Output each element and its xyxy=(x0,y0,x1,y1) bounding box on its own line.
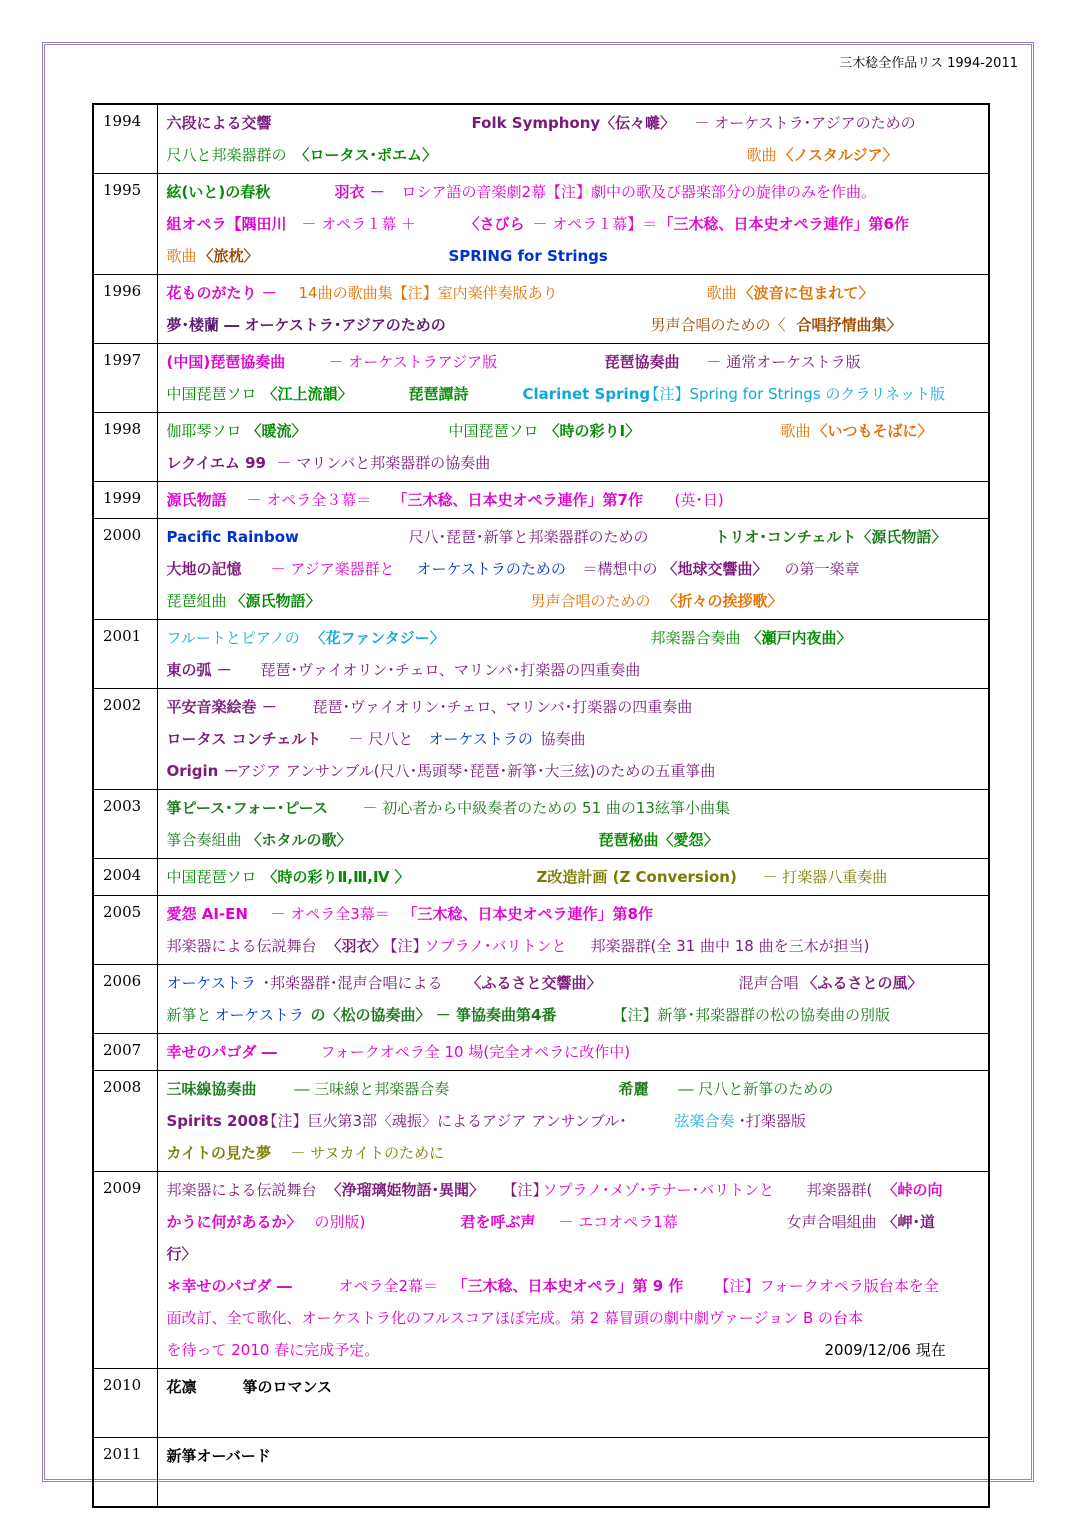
work-text: 琵琶秘曲〈愛怨〉 xyxy=(598,831,719,849)
work-line xyxy=(167,1403,989,1435)
work-text: － オーケストラアジア版 xyxy=(328,353,498,371)
work-text: 幸せのパゴダ ― xyxy=(166,1043,277,1061)
table-row xyxy=(93,1369,989,1438)
work-text: 源氏物語 xyxy=(166,491,227,509)
table-row xyxy=(93,275,989,344)
work-text: 〈花ファンタジー〉 xyxy=(310,629,445,647)
work-text: 尺八･琵琶･新箏と邦楽器群のための xyxy=(408,528,649,546)
work-text: 琵琶組曲 xyxy=(166,592,227,610)
work-line xyxy=(167,723,989,755)
work-text: 「三木稔、日本史オペラ」第 9 作 xyxy=(452,1277,684,1295)
work-text: － オーケストラ･アジアのための xyxy=(694,114,916,132)
work-text: (中国)琵琶協奏曲 xyxy=(166,353,286,371)
work-line xyxy=(167,1036,989,1068)
work-text: フォークオペラ全 10 場(完全オペラに改作中) xyxy=(320,1043,631,1061)
table-row xyxy=(93,790,989,859)
work-text: 君を呼ぶ声 xyxy=(460,1213,536,1231)
work-line xyxy=(167,861,989,893)
work-text: 女声合唱組曲 xyxy=(786,1213,877,1231)
work-text: 夢･楼蘭 ― オーケストラ･アジアのための xyxy=(166,316,446,334)
year-cell: 1997 xyxy=(93,344,157,413)
year-cell: 2000 xyxy=(93,519,157,620)
work-text: ＝構想中の xyxy=(582,560,658,578)
work-line xyxy=(167,107,989,139)
work-text: Pacific Rainbow xyxy=(166,528,299,546)
work-text: 〈暖流〉 xyxy=(246,422,307,440)
work-text: 協奏曲 xyxy=(540,730,586,748)
work-text: オーケストラのための xyxy=(416,560,566,578)
works-cell xyxy=(157,413,989,482)
work-text: レクイエム 99 xyxy=(166,454,266,472)
work-line xyxy=(167,585,989,617)
work-text: 【注】フォークオペラ版台本を全 xyxy=(714,1277,939,1295)
work-text: － エコオペラ1幕 xyxy=(558,1213,678,1231)
work-text: 〈旅枕〉 xyxy=(198,247,259,265)
work-line xyxy=(167,1270,989,1302)
work-line xyxy=(167,967,989,999)
work-text: 〈ロータス･ポエム〉 xyxy=(294,146,438,164)
work-text: 邦楽器による伝説舞台 xyxy=(166,1181,317,1199)
work-text: 邦楽器群( xyxy=(806,1181,873,1199)
work-text: 歌曲 xyxy=(166,247,197,265)
work-text: 【注】巨火第3部〈魂振〉によるアジア アンサンブル･ xyxy=(262,1112,627,1130)
work-text: Z改造計画 (Z Conversion) xyxy=(536,868,737,886)
work-text: 「三木稔、日本史オペラ連作」第8作 xyxy=(402,905,653,923)
work-text: 組オペラ【隅田川 xyxy=(166,215,287,233)
work-text: － サヌカイトのために xyxy=(290,1144,445,1162)
year-cell: 2001 xyxy=(93,620,157,689)
year-cell: 1995 xyxy=(93,174,157,275)
work-text: 中国琵琶ソロ xyxy=(448,422,539,440)
work-line xyxy=(167,1137,989,1169)
work-text: Clarinet Spring xyxy=(522,385,651,403)
work-text: 中国琵琶ソロ xyxy=(166,868,257,886)
works-cell xyxy=(157,1369,989,1438)
work-line xyxy=(167,824,989,856)
works-cell xyxy=(157,1071,989,1172)
works-cell xyxy=(157,859,989,896)
work-text: の第一楽章 xyxy=(784,560,860,578)
work-text: ソプラノ･バリトンと xyxy=(424,937,567,955)
work-text: 新箏と xyxy=(166,1006,212,1024)
table-row xyxy=(93,344,989,413)
work-text: 新箏オーバード xyxy=(166,1447,271,1465)
work-text: の別版) xyxy=(314,1213,366,1231)
work-text: 〈ふるさと交響曲〉 xyxy=(466,974,602,992)
table-row xyxy=(93,1034,989,1071)
work-text: 歌曲 xyxy=(706,284,737,302)
work-text: 【注】 xyxy=(382,937,428,955)
works-cell xyxy=(157,896,989,965)
works-cell xyxy=(157,1172,989,1369)
works-table xyxy=(92,103,990,1508)
work-text: 歌曲 xyxy=(780,422,811,440)
work-text: 〈峠の向 xyxy=(882,1181,943,1199)
work-text: ＊幸せのパゴダ ― xyxy=(166,1277,292,1295)
table-row xyxy=(93,620,989,689)
work-text: Spirits 2008 xyxy=(166,1112,269,1130)
work-text: オーケストラ xyxy=(214,1006,304,1024)
works-cell xyxy=(157,174,989,275)
table-row xyxy=(93,482,989,519)
work-text: 「三木稔、日本史オペラ連作」第6作 xyxy=(658,215,909,233)
work-text: － オペラ全３幕＝ xyxy=(246,491,372,509)
works-cell xyxy=(157,1034,989,1071)
work-text: (英･日) xyxy=(674,491,724,509)
work-text: ･邦楽器群･混声合唱による xyxy=(262,974,443,992)
work-text: － 初心者から中級奏者のための 51 曲の13絃箏小曲集 xyxy=(362,799,730,817)
year-cell: 2010 xyxy=(93,1369,157,1438)
work-text: 箏ピース･フォー･ピース xyxy=(166,799,329,817)
work-line xyxy=(167,792,989,824)
work-text: 〈さびら xyxy=(464,215,525,233)
work-line xyxy=(167,277,989,309)
table-row xyxy=(93,859,989,896)
year-cell: 2011 xyxy=(93,1438,157,1508)
work-text: 弦楽合奏 xyxy=(674,1112,735,1130)
work-text: かうに何があるか〉 xyxy=(166,1213,302,1231)
work-text: トリオ･コンチェルト〈源氏物語〉 xyxy=(714,528,947,546)
work-text: － 通常オーケストラ版 xyxy=(706,353,861,371)
table-row xyxy=(93,1172,989,1369)
work-text: フルートとピアノの xyxy=(166,629,300,647)
table-row xyxy=(93,689,989,790)
work-text: 〈折々の挨拶歌〉 xyxy=(662,592,783,610)
work-text: 琵琶譚詩 xyxy=(408,385,469,403)
work-text: オペラ全2幕＝ xyxy=(338,1277,439,1295)
work-text: 六段による交響 xyxy=(166,114,272,132)
work-text: 行〉 xyxy=(166,1245,197,1263)
work-line xyxy=(167,346,989,378)
year-cell: 2003 xyxy=(93,790,157,859)
work-text: 〈江上流韻〉 xyxy=(262,385,353,403)
work-text: 絃(いと)の春秋 xyxy=(166,183,271,201)
work-line xyxy=(167,309,989,341)
work-text: ソプラノ･メゾ･テナー･バリトンと xyxy=(542,1181,775,1199)
year-cell: 2007 xyxy=(93,1034,157,1071)
table-row xyxy=(93,1071,989,1172)
works-cell xyxy=(157,689,989,790)
work-text: Folk Symphony〈伝々囃〉 xyxy=(471,114,676,132)
work-text: Origin － xyxy=(166,762,239,780)
works-cell xyxy=(157,519,989,620)
work-line xyxy=(167,521,989,553)
work-text: 〈いつもそばに〉 xyxy=(812,422,933,440)
work-text: 〈岬･道 xyxy=(882,1213,936,1231)
work-text: － マリンバと邦楽器群の協奏曲 xyxy=(276,454,491,472)
work-text: オーケストラ xyxy=(166,974,256,992)
work-text: 14曲の歌曲集【注】室内楽伴奏版あり xyxy=(298,284,558,302)
work-line xyxy=(167,1206,989,1238)
work-line xyxy=(167,484,989,516)
table-row xyxy=(93,896,989,965)
work-line xyxy=(167,415,989,447)
work-text: 希麗 xyxy=(618,1080,649,1098)
work-text: を待って 2010 春に完成予定。 xyxy=(166,1341,380,1359)
year-cell: 1998 xyxy=(93,413,157,482)
works-cell xyxy=(157,104,989,174)
work-text: カイトの見た夢 xyxy=(166,1144,272,1162)
work-line xyxy=(167,1105,989,1137)
work-text: 〈時の彩りⅡ,Ⅲ,Ⅳ 〉 xyxy=(262,868,410,886)
work-text: アジア アンサンブル(尺八･馬頭琴･琵琶･新箏･大三絃)のための五重箏曲 xyxy=(236,762,716,780)
year-cell: 2008 xyxy=(93,1071,157,1172)
work-text: 箏合奏組曲 xyxy=(166,831,242,849)
work-text: 琵琶協奏曲 xyxy=(604,353,680,371)
work-text: 邦楽器による伝説舞台 xyxy=(166,937,317,955)
work-line xyxy=(167,1238,989,1270)
work-text: 〈瀬戸内夜曲〉 xyxy=(746,629,852,647)
work-line xyxy=(167,553,989,585)
work-text: 花ものがたり － xyxy=(166,284,277,302)
work-text: 【注】新箏･邦楽器群の松の協奏曲の別版 xyxy=(612,1006,891,1024)
work-line xyxy=(167,378,989,410)
work-line xyxy=(167,447,989,479)
work-text: 男声合唱のための〈 xyxy=(650,316,786,334)
work-line xyxy=(167,1073,989,1105)
year-cell: 1994 xyxy=(93,104,157,174)
work-text: 〈時の彩りⅠ〉 xyxy=(544,422,641,440)
work-text: SPRING for Strings xyxy=(448,247,608,265)
year-cell: 1999 xyxy=(93,482,157,519)
work-text: 2009/12/06 現在 xyxy=(824,1341,946,1359)
work-text: 面改訂、全て歌化、オーケストラ化のフルスコアほぼ完成。第 2 幕冒頭の劇中劇ヴァージョン B の台本 xyxy=(166,1309,864,1327)
work-text: － オペラ１幕】＝ xyxy=(532,215,658,233)
work-text: 箏のロマンス xyxy=(242,1378,333,1396)
work-text: 羽衣 － xyxy=(334,183,385,201)
work-text: 〈ふるさとの風〉 xyxy=(802,974,923,992)
work-text: 東の弧 － xyxy=(166,661,232,679)
work-line xyxy=(167,240,989,272)
work-line xyxy=(167,654,989,686)
work-line xyxy=(167,139,989,171)
work-line xyxy=(167,1174,989,1206)
work-text: 「三木稔、日本史オペラ連作」第7作 xyxy=(392,491,643,509)
works-cell xyxy=(157,482,989,519)
work-text: － オペラ１幕 ＋ xyxy=(301,215,417,233)
work-text: 〈羽衣〉 xyxy=(326,937,387,955)
works-cell xyxy=(157,965,989,1034)
work-text: 平安音楽絵巻 － xyxy=(166,698,277,716)
works-cell xyxy=(157,1438,989,1508)
work-text: 【注】 xyxy=(502,1181,548,1199)
work-text: 合唱抒情曲集〉 xyxy=(796,316,902,334)
work-text: － 打楽器八重奏曲 xyxy=(762,868,888,886)
work-line xyxy=(167,176,989,208)
work-text: ― 三味線と邦楽器合奏 xyxy=(294,1080,450,1098)
table-row xyxy=(93,519,989,620)
work-line xyxy=(167,622,989,654)
work-text: 琵琶･ヴァイオリン･チェロ、マリンバ･打楽器の四重奏曲 xyxy=(260,661,641,679)
work-text: ロシア語の音楽劇2幕【注】劇中の歌及び器楽部分の旋律のみを作曲。 xyxy=(401,183,877,201)
year-cell: 2004 xyxy=(93,859,157,896)
work-text: 三味線協奏曲 xyxy=(166,1080,257,1098)
work-text: 〈浄瑠璃姫物語･異聞〉 xyxy=(326,1181,485,1199)
work-line xyxy=(167,1302,989,1334)
work-text: 男声合唱のための xyxy=(530,592,651,610)
work-text: 〈ノスタルジア〉 xyxy=(778,146,898,164)
work-text: 〈波音に包まれて〉 xyxy=(738,284,874,302)
work-text: ･打楽器版 xyxy=(738,1112,807,1130)
work-text: の〈松の協奏曲〉 － 箏協奏曲第4番 xyxy=(310,1006,557,1024)
work-line xyxy=(167,999,989,1031)
work-text: 〈地球交響曲〉 xyxy=(662,560,768,578)
works-cell xyxy=(157,790,989,859)
works-cell xyxy=(157,275,989,344)
work-line xyxy=(167,1334,989,1366)
page-header: 三木稔全作品リス 1994-2011 xyxy=(839,56,1018,71)
table-row xyxy=(93,104,989,174)
work-text: － オペラ全3幕＝ xyxy=(270,905,390,923)
work-text: 愛怨 AI-EN xyxy=(166,905,248,923)
work-text: 歌曲 xyxy=(746,146,777,164)
work-line xyxy=(167,1440,989,1472)
work-line xyxy=(167,208,989,240)
work-text: 琵琶･ヴァイオリン･チェロ、マリンバ･打楽器の四重奏曲 xyxy=(312,698,693,716)
work-text: 大地の記憶 xyxy=(166,560,242,578)
work-text: 邦楽器合奏曲 xyxy=(650,629,741,647)
work-text: 花凛 xyxy=(166,1378,197,1396)
work-text: 混声合唱 xyxy=(738,974,799,992)
work-text: 【注】Spring for Strings のクラリネット版 xyxy=(644,385,946,403)
table-row xyxy=(93,174,989,275)
works-cell xyxy=(157,344,989,413)
work-text: ― 尺八と新箏のための xyxy=(678,1080,834,1098)
works-cell xyxy=(157,620,989,689)
work-text: 伽耶琴ソロ xyxy=(166,422,242,440)
year-cell: 2005 xyxy=(93,896,157,965)
work-text: － アジア楽器群と xyxy=(270,560,395,578)
year-cell: 1996 xyxy=(93,275,157,344)
year-cell: 2009 xyxy=(93,1172,157,1369)
work-text: 〈源氏物語〉 xyxy=(230,592,321,610)
work-text: － 尺八と xyxy=(348,730,414,748)
table-row xyxy=(93,413,989,482)
year-cell: 2002 xyxy=(93,689,157,790)
work-text: ロータス コンチェルト xyxy=(166,730,322,748)
work-line xyxy=(167,930,989,962)
work-text: 尺八と邦楽器群の xyxy=(166,146,287,164)
work-line xyxy=(167,898,989,930)
work-line xyxy=(167,1371,989,1403)
work-text: 中国琵琶ソロ xyxy=(166,385,257,403)
table-row xyxy=(93,1438,989,1508)
year-cell: 2006 xyxy=(93,965,157,1034)
work-text: 〈ホタルの歌〉 xyxy=(246,831,352,849)
work-text: オーケストラの xyxy=(428,730,533,748)
table-row xyxy=(93,965,989,1034)
work-text: 邦楽器群(全 31 曲中 18 曲を三木が担当) xyxy=(590,937,870,955)
work-line xyxy=(167,691,989,723)
work-line xyxy=(167,1472,989,1504)
work-line xyxy=(167,755,989,787)
